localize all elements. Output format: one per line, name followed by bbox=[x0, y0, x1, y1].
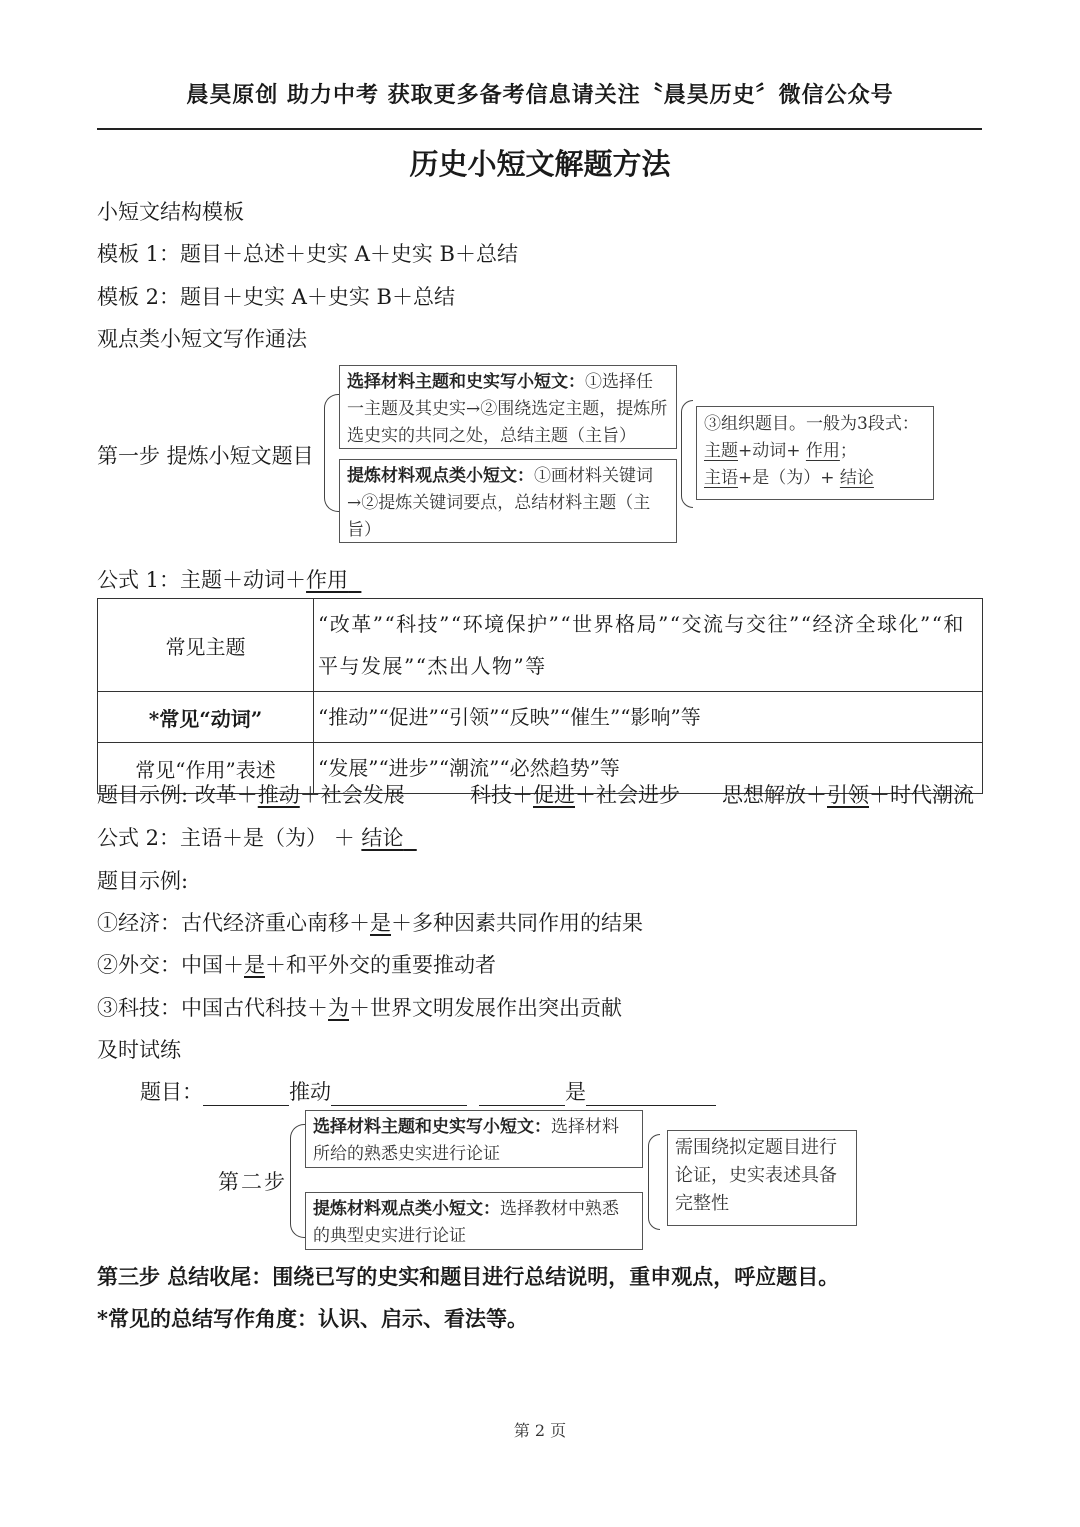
step2-brace-right bbox=[648, 1134, 660, 1230]
example-item: ②外交：中国＋是＋和平外交的重要推动者 bbox=[97, 953, 496, 977]
example-1-c: 思想解放＋引领＋时代潮流 bbox=[722, 783, 974, 807]
step2-label: 第二步 bbox=[218, 1170, 287, 1194]
common-terms-table bbox=[97, 598, 983, 794]
table-row bbox=[98, 599, 983, 692]
step2-box-requirement: 需围绕拟定题目进行论证，史实表述具备完整性 bbox=[667, 1130, 857, 1226]
example-1-b: 科技＋促进＋社会进步 bbox=[470, 783, 680, 807]
practice-blank-effect[interactable] bbox=[331, 1084, 467, 1106]
step1-box-organize-title bbox=[696, 406, 934, 500]
step1-box-viewpoint bbox=[339, 459, 677, 543]
formula-2: 公式 2：主语＋是（为） ＋ 结论 bbox=[97, 826, 404, 850]
step1-label: 第一步 提炼小短文题目 bbox=[97, 444, 314, 468]
template-1: 模板 1：题目＋总述＋史实 A＋史实 B＋总结 bbox=[97, 242, 518, 266]
table-row-value: “推动”“促进”“引领”“反映”“催生”“影响”等 bbox=[314, 692, 983, 743]
table-row bbox=[98, 692, 983, 743]
page-title: 历史小短文解题方法 bbox=[409, 147, 671, 181]
page-number: 第 2 页 bbox=[513, 1421, 567, 1440]
template-2: 模板 2：题目＋史实 A＋史实 B＋总结 bbox=[97, 285, 455, 309]
formula-2-emph: 结论 bbox=[361, 826, 404, 850]
table-row-value: “发展”“进步”“潮流”“必然趋势”等 bbox=[314, 743, 983, 794]
example-item: ①经济：古代经济重心南移＋是＋多种因素共同作用的结果 bbox=[97, 911, 643, 935]
table-row-label: 常见“作用”表述 bbox=[98, 743, 314, 794]
header-divider bbox=[97, 128, 982, 130]
formula-1: 公式 1：主题＋动词＋作用 bbox=[97, 568, 349, 592]
practice-blank-subject[interactable] bbox=[203, 1084, 289, 1106]
practice-prompt: 题目： 推动 是 bbox=[140, 1076, 716, 1106]
table-row-value: “改革”“科技”“环境保护”“世界格局”“交流与交往”“经济全球化”“和平与发展”“杰出人物”等 bbox=[314, 599, 983, 692]
step2-box-viewpoint: 提炼材料观点类小短文：选择教材中熟悉的典型史实进行论证 bbox=[305, 1192, 643, 1250]
example-item: ③科技：中国古代科技＋为＋世界文明发展作出突出贡献 bbox=[97, 996, 622, 1020]
table-row-label: 常见主题 bbox=[98, 599, 314, 692]
step1-box-b-body: ①画材料关键词→②提炼关键词要点，总结材料主题（主旨） bbox=[347, 466, 653, 540]
step1-box-a-head: 选择材料主题和史实写小短文： bbox=[347, 372, 585, 392]
practice-blank-subject-2[interactable] bbox=[479, 1084, 565, 1106]
formula-1-emph: 作用 bbox=[306, 568, 349, 592]
step1-box-material-theme bbox=[339, 365, 677, 449]
section-heading-structure: 小短文结构模板 bbox=[97, 200, 244, 224]
table-row-label: *常见“动词” bbox=[98, 692, 314, 743]
header-banner: 晨昊原创 助力中考 获取更多备考信息请关注〝晨昊历史〞微信公众号 bbox=[186, 82, 894, 108]
examples-2-heading: 题目示例: bbox=[97, 869, 189, 893]
example-1-a: 题目示例: 改革＋推动＋社会发展 bbox=[97, 783, 405, 807]
step1-box-c-line3: 主语+是（为）+ 结论 bbox=[704, 468, 874, 488]
section-heading-method: 观点类小短文写作通法 bbox=[97, 327, 307, 351]
step1-box-b-head: 提炼材料观点类小短文： bbox=[347, 466, 534, 486]
step1-brace-right bbox=[681, 400, 693, 508]
practice-blank-conclusion[interactable] bbox=[586, 1084, 716, 1106]
step3-note: *常见的总结写作角度：认识、启示、看法等。 bbox=[97, 1306, 528, 1331]
step2-box-material-theme: 选择材料主题和史实写小短文：选择材料所给的熟悉史实进行论证 bbox=[305, 1110, 643, 1168]
step1-brace bbox=[324, 394, 340, 512]
step1-box-a-body: ①选择任一主题及其史实→②围绕选定主题，提炼所选史实的共同之处，总结主题（主旨） bbox=[347, 372, 668, 446]
step3-text: 第三步 总结收尾：围绕已写的史实和题目进行总结说明，重申观点，呼应题目。 bbox=[97, 1264, 840, 1289]
step1-box-c-line2: 主题+动词+ 作用； bbox=[704, 441, 857, 461]
step2-brace bbox=[290, 1124, 306, 1238]
practice-heading: 及时试练 bbox=[97, 1038, 181, 1062]
step1-box-c-line1: ③组织题目。一般为3段式： bbox=[704, 414, 919, 434]
